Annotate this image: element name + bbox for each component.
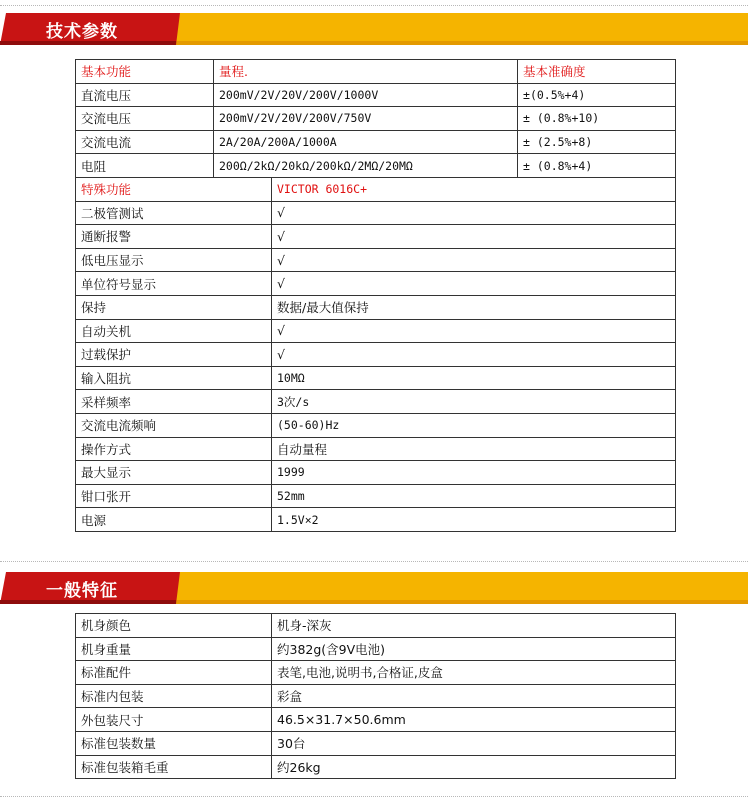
feature-name: 操作方式 (76, 437, 272, 461)
accuracy-value: ± (0.8%+10) (518, 107, 676, 131)
range-value: 2A/20A/200A/1000A (214, 130, 518, 154)
feature-name: 钳口张开 (76, 484, 272, 508)
feature-name: 电源 (76, 508, 272, 532)
table-row (76, 508, 676, 532)
accuracy-value: ±(0.5%+4) (518, 83, 676, 107)
property-name: 机身重量 (76, 637, 272, 661)
table-row (76, 366, 676, 390)
table-row (76, 343, 676, 367)
feature-name: 采样频率 (76, 390, 272, 414)
section-banner-general (0, 572, 748, 604)
range-value: 200mV/2V/20V/200V/1000V (214, 83, 518, 107)
table-row (76, 248, 676, 272)
feature-name: 输入阻抗 (76, 366, 272, 390)
table-row (76, 661, 676, 685)
feature-name: 二极管测试 (76, 201, 272, 225)
property-value: 机身-深灰 (272, 614, 676, 638)
table-row (76, 201, 676, 225)
table-row (76, 154, 676, 178)
property-name: 标准包装箱毛重 (76, 755, 272, 779)
function-name: 直流电压 (76, 83, 214, 107)
property-value: 约26kg (272, 755, 676, 779)
property-name: 机身颜色 (76, 614, 272, 638)
table-row (76, 83, 676, 107)
table-row (76, 319, 676, 343)
table-row (76, 295, 676, 319)
bottom-dotted-divider (0, 796, 748, 797)
header-special-function: 特殊功能 (76, 177, 272, 201)
table-header-row (76, 60, 676, 84)
table-row (76, 484, 676, 508)
feature-value: √ (272, 343, 676, 367)
feature-name: 交流电流频响 (76, 413, 272, 437)
property-name: 标准内包装 (76, 684, 272, 708)
banner-yellow-shadow (176, 600, 748, 604)
table-row (76, 107, 676, 131)
table-row (76, 637, 676, 661)
feature-name: 保持 (76, 295, 272, 319)
feature-name: 过载保护 (76, 343, 272, 367)
table-row (76, 272, 676, 296)
feature-name: 最大显示 (76, 461, 272, 485)
section-title: 技术参数 (46, 22, 118, 42)
feature-name: 自动关机 (76, 319, 272, 343)
section-title: 一般特征 (46, 581, 118, 601)
feature-value: 3次/s (272, 390, 676, 414)
table-row (76, 390, 676, 414)
feature-name: 单位符号显示 (76, 272, 272, 296)
header-basic-function: 基本功能 (76, 60, 214, 84)
feature-name: 通断报警 (76, 225, 272, 249)
feature-value: 1999 (272, 461, 676, 485)
feature-value: √ (272, 272, 676, 296)
top-dotted-divider (0, 5, 748, 6)
table-row (76, 755, 676, 779)
feature-value: √ (272, 319, 676, 343)
feature-value: 10MΩ (272, 366, 676, 390)
property-value: 约382g(含9V电池) (272, 637, 676, 661)
table-row (76, 731, 676, 755)
function-name: 交流电流 (76, 130, 214, 154)
table-row (76, 684, 676, 708)
range-value: 200mV/2V/20V/200V/750V (214, 107, 518, 131)
model-name: VICTOR 6016C+ (272, 177, 676, 201)
property-name: 标准配件 (76, 661, 272, 685)
range-value: 200Ω/2kΩ/20kΩ/200kΩ/2MΩ/20MΩ (214, 154, 518, 178)
property-value: 彩盒 (272, 684, 676, 708)
table-row (76, 614, 676, 638)
feature-value: 52mm (272, 484, 676, 508)
header-range: 量程. (214, 60, 518, 84)
feature-value: √ (272, 225, 676, 249)
general-features-table (75, 613, 676, 779)
feature-value: √ (272, 248, 676, 272)
table-row (76, 413, 676, 437)
feature-name: 低电压显示 (76, 248, 272, 272)
table-row (76, 708, 676, 732)
table-row (76, 130, 676, 154)
middle-dotted-divider (0, 561, 748, 562)
accuracy-value: ± (2.5%+8) (518, 130, 676, 154)
section-banner-tech-params (0, 13, 748, 45)
feature-value: (50-60)Hz (272, 413, 676, 437)
feature-value: 自动量程 (272, 437, 676, 461)
function-name: 交流电压 (76, 107, 214, 131)
banner-yellow-shadow (176, 41, 748, 45)
table-row (76, 437, 676, 461)
tech-params-table (75, 59, 676, 532)
special-header-row (76, 177, 676, 201)
property-value: 30台 (272, 731, 676, 755)
function-name: 电阻 (76, 154, 214, 178)
accuracy-value: ± (0.8%+4) (518, 154, 676, 178)
feature-value: 1.5V×2 (272, 508, 676, 532)
property-value: 表笔,电池,说明书,合格证,皮盒 (272, 661, 676, 685)
property-value: 46.5×31.7×50.6mm (272, 708, 676, 732)
property-name: 外包装尺寸 (76, 708, 272, 732)
property-name: 标准包装数量 (76, 731, 272, 755)
table-row (76, 225, 676, 249)
table-row (76, 461, 676, 485)
feature-value: √ (272, 201, 676, 225)
header-accuracy: 基本准确度 (518, 60, 676, 84)
feature-value: 数据/最大值保持 (272, 295, 676, 319)
